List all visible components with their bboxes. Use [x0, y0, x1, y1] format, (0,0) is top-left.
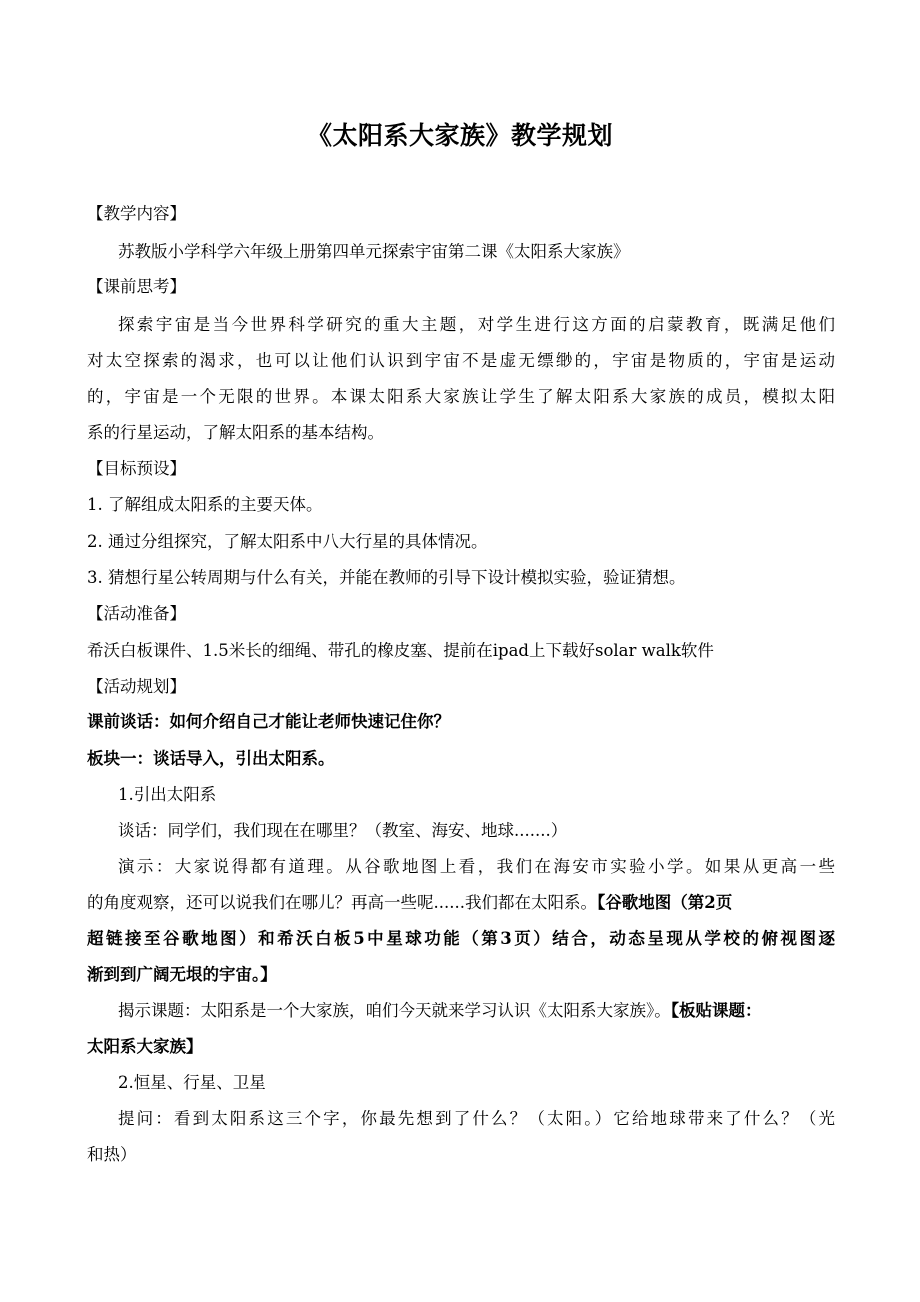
thinking-line-2: 对太空探索的渴求，也可以让他们认识到宇宙不是虚无缥缈的，宇宙是物质的，宇宙是运动: [87, 351, 835, 370]
block-one-heading: 板块一：谈话导入，引出太阳系。: [87, 749, 335, 768]
teaching-content-text: 苏教版小学科学六年级上册第四单元探索宇宙第二课《太阳系大家族》: [118, 242, 630, 261]
question-line-2: 和热）: [87, 1145, 137, 1164]
demo-line-2-note: 【谷歌地图（第2页: [596, 893, 733, 912]
reveal-topic-note: 【板贴课题：: [670, 1001, 762, 1020]
heading-goals: 【目标预设】: [87, 459, 186, 478]
section-1-title: 1.引出太阳系: [118, 785, 217, 804]
pre-class-talk: 课前谈话：如何介绍自己才能让老师快速记住你？: [87, 712, 450, 731]
section-2-title: 2.恒星、行星、卫星: [118, 1073, 266, 1092]
thinking-line-1: 探索宇宙是当今世界科学研究的重大主题，对学生进行这方面的启蒙教育，既满足他们: [118, 315, 835, 334]
section-1-talk: 谈话：同学们，我们现在在哪里？（教室、海安、地球.......）: [118, 821, 568, 840]
goal-item-1: 1. 了解组成太阳系的主要天体。: [87, 495, 323, 514]
demo-line-1: 演示：大家说得都有道理。从谷歌地图上看，我们在海安市实验小学。如果从更高一些: [118, 857, 835, 876]
thinking-line-3: 的，宇宙是一个无限的世界。本课太阳系大家族让学生了解太阳系大家族的成员，模拟太阳: [87, 387, 835, 406]
heading-pre-class-thinking: 【课前思考】: [87, 277, 186, 296]
document-title: 《太阳系大家族》教学规划: [306, 121, 613, 150]
demo-line-2-text: 的角度观察，还可以说我们在哪儿？再高一些呢......我们都在太阳系。: [87, 893, 597, 912]
heading-teaching-content: 【教学内容】: [87, 204, 186, 223]
heading-activity-plan: 【活动规划】: [87, 677, 186, 696]
reveal-topic-text: 揭示课题：太阳系是一个大家族，咱们今天就来学习认识《太阳系大家族》。: [118, 1001, 671, 1020]
demo-line-2: [87, 891, 835, 915]
reveal-topic-line-2: 太阳系大家族】: [87, 1037, 203, 1056]
demo-line-4: 渐到到广阔无垠的宇宙。】: [87, 965, 277, 984]
reveal-topic-line-1: [118, 999, 835, 1023]
goal-item-3: 3. 猜想行星公转周期与什么有关，并能在教师的引导下设计模拟实验，验证猜想。: [87, 568, 686, 587]
thinking-line-4: 系的行星运动，了解太阳系的基本结构。: [87, 423, 384, 442]
question-line-1: 提问：看到太阳系这三个字，你最先想到了什么？（太阳。）它给地球带来了什么？（光: [118, 1109, 835, 1128]
goal-item-2: 2. 通过分组探究，了解太阳系中八大行星的具体情况。: [87, 532, 488, 551]
heading-activity-prep: 【活动准备】: [87, 604, 186, 623]
activity-prep-text: 希沃白板课件、1.5米长的细绳、带孔的橡皮塞、提前在ipad上下载好solar walk软件: [87, 641, 714, 660]
demo-line-3: 超链接至谷歌地图）和希沃白板5中星球功能（第3页）结合，动态呈现从学校的俯视图逐: [87, 929, 835, 948]
